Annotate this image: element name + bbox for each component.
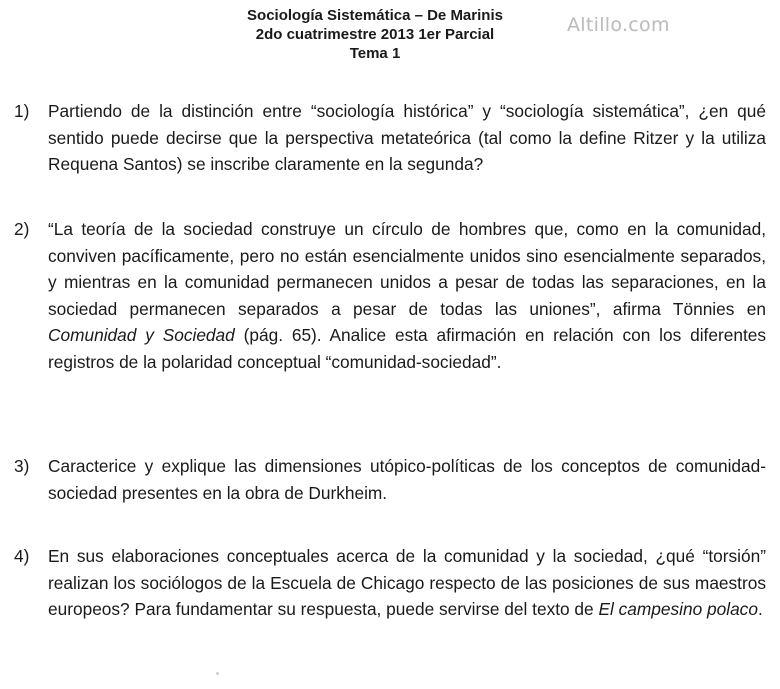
question-4 — [14, 543, 766, 623]
question-text-part: En sus elaboraciones conceptuales acerca de la comunidad y la sociedad, ¿qué “torsión” realizan los sociólogos de la Escuela de Chicago respecto de las posiciones de sus maestros europeos? Para fundamentar su respuesta, puede servirse del texto de — [48, 546, 766, 619]
question-text-part: . — [757, 599, 763, 619]
question-number: 4) — [14, 546, 30, 566]
question-text — [48, 543, 766, 623]
book-title: El campesino polaco — [598, 599, 758, 619]
book-title: Comunidad y Sociedad — [48, 325, 235, 345]
question-text — [48, 216, 766, 375]
question-text: Caracterice y explique las dimensiones utópico-políticas de los conceptos de comunidad-sociedad presentes en la obra de Durkheim. — [48, 456, 766, 503]
question-text: Partiendo de la distinción entre “sociología histórica” y “sociología sistemática”, ¿en qué sentido puede decirse que la perspectiva metateórica (tal como la define Ritzer y la utiliza Requena Santos) se inscribe claramente en la segunda? — [48, 101, 766, 174]
question-2 — [14, 216, 766, 375]
exam-term: 2do cuatrimestre 2013 1er Parcial — [255, 26, 495, 43]
watermark-logo: Altillo.com — [567, 14, 670, 36]
question-text-part: (pág. 65). Analice esta afirmación en relación con los diferentes registros de la polaridad conceptual “comunidad-sociedad”. — [48, 325, 766, 372]
exam-theme: Tema 1 — [349, 45, 401, 62]
question-1 — [14, 98, 766, 178]
question-3 — [14, 453, 766, 506]
question-number: 2) — [14, 219, 30, 239]
scan-speck — [216, 672, 219, 675]
course-title: Sociología Sistemática – De Marinis — [247, 7, 503, 24]
question-number: 3) — [14, 456, 30, 476]
question-number: 1) — [14, 101, 30, 121]
question-text-part: “La teoría de la sociedad construye un círculo de hombres que, como en la comunidad, conviven pacíficamente, pero no están esencialmente unidos sino esencialmente separados, y mientras en la comunidad permanecen unidos a pesar de todas las separaciones, en la sociedad permanecen separados a pesar de todas las uniones”, afirma Tönnies en — [48, 219, 766, 319]
